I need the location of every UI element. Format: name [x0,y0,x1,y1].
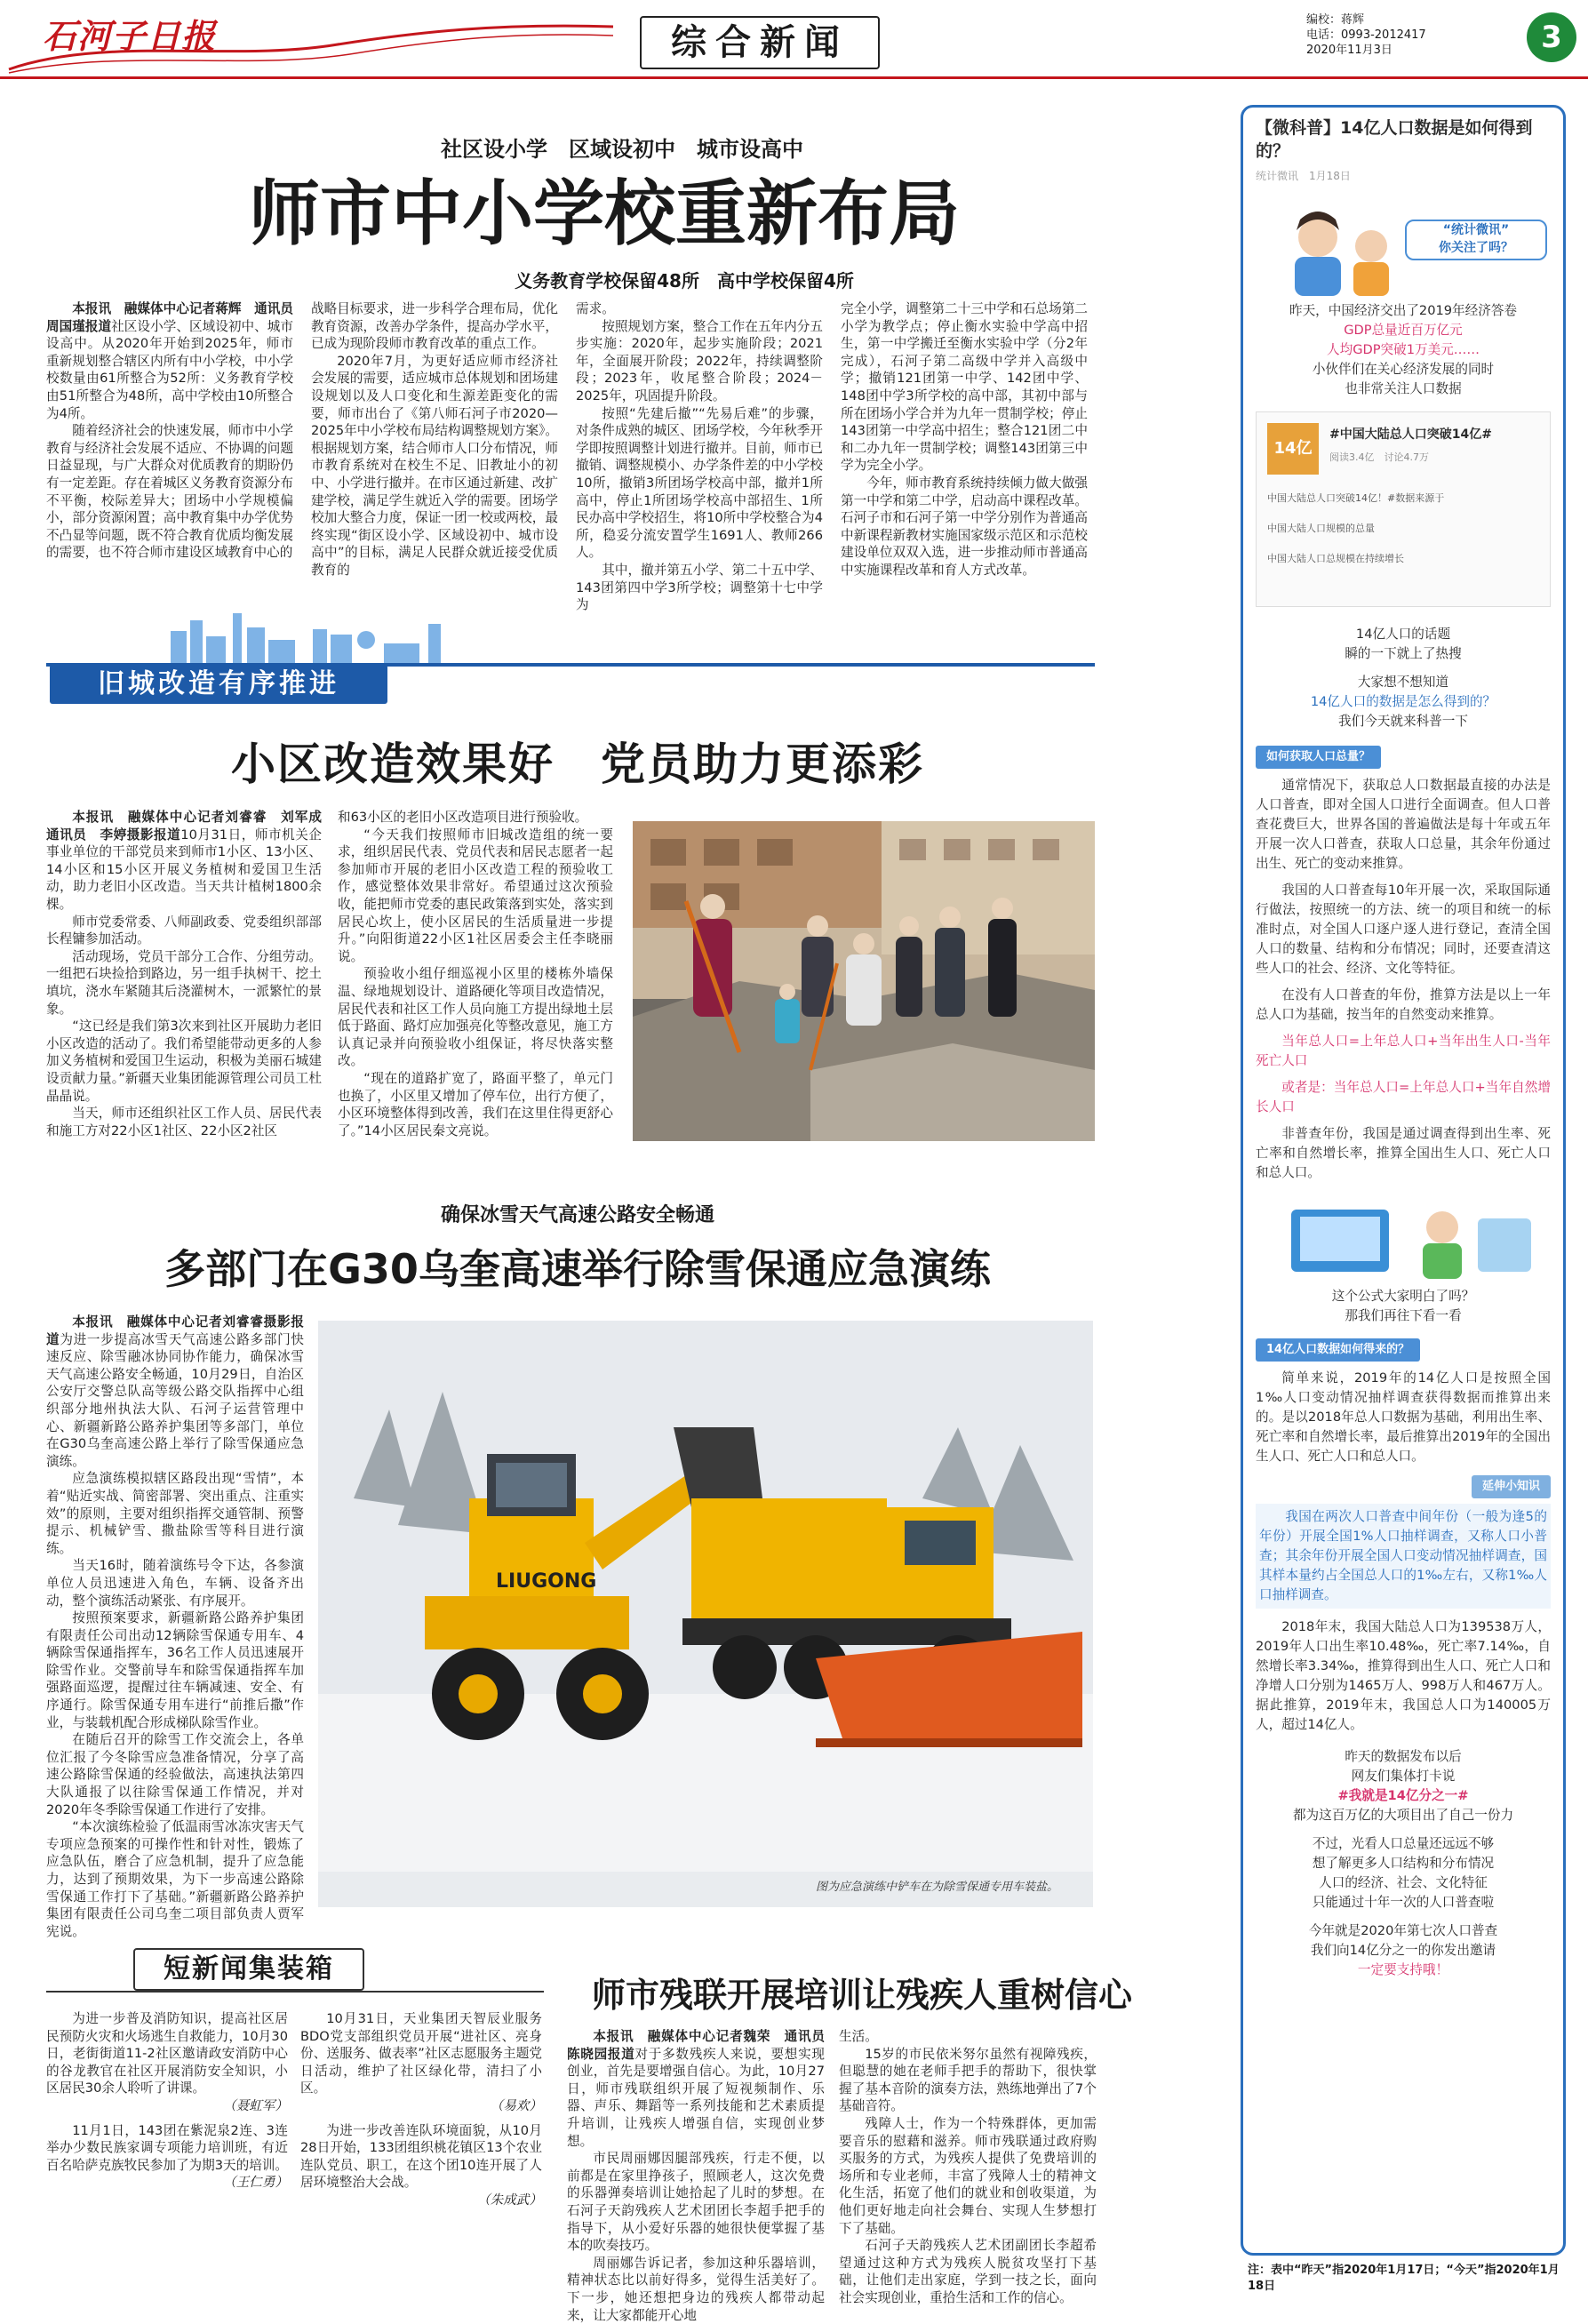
sidebar-paragraph: 非普查年份，我国是通过调查得到出生率、死亡率和自然增长率，推算全国出生人口、死亡人口和总人口。 [1256,1126,1551,1180]
section-title: 综合新闻 [671,22,849,63]
weibo-line: 中国大陆总人口突破14亿！#数据来源于 [1267,492,1445,504]
page-number: 3 [1527,12,1576,62]
gdp-line: 人均GDP突破1万美元…… [1327,342,1480,357]
end-line: 昨天的数据发布以后 [1345,1749,1462,1764]
paragraph: 当天16时，随着演练号令下达，各参演单位人员迅速进入角色，车辆、设备齐出动，整个演练活动紧张、有序展开。 [46,1558,304,1609]
header-tag-1: “统计微讯” [1442,223,1510,237]
paragraph: 周丽娜告诉记者，参加这种乐器培训，精神状态比以前好得多，觉得生活美好了。下一步，她还想把身边的残疾人都带动起来，让大家都能开心地 [567,2255,825,2323]
computer-illustration [1256,1192,1549,1281]
paragraph: 随着经济社会的快速发展，师市中小学教育与经济社会发展不适应、不协调的问题日益显现，与广大群众对优质教育的期盼仍有一定差距。存在着城区义务教育资源分布不平衡，校际差异大；团场中小学规模偏小，部分资源闲置；高中教育集中办学优势不凸显等问题，既不符合教育优质均衡发展的需要，也不符合师市建设区域教育中心的 [46,423,293,561]
paragraph: 需求。 [576,301,615,316]
masthead-rule [0,76,1588,79]
paragraph: 15岁的市民依米努尔虽然有视障残疾，但聪慧的她在老师手把手的帮助下，很快掌握了基本音阶的演奏方法，熟练地弹出了7个基础音符。 [839,2046,1097,2114]
section-label-how: 如何获取人口总量？ [1256,746,1381,769]
newspaper-logo: 石河子日报 [43,16,217,56]
hot-line: 我们今天就来科普一下 [1338,714,1468,729]
gdp-line: 小伙伴们在关心经济发展的同时 [1312,362,1495,377]
section-label-14: 14亿人口数据如何得来的？ [1256,1338,1420,1362]
paragraph: 生活。 [839,2029,878,2044]
byline: 本报讯 融媒体中心记者蒋辉 通讯员周国瑾报道 [46,301,293,334]
article-education-title: 师市中小学校重新布局 [249,172,960,255]
section-banner-old-city [50,665,387,704]
photo-volunteers-cleanup [633,821,1095,1141]
hot-line: 大家想不想知道 [1357,675,1449,690]
article-community-col1 [46,809,335,1218]
paragraph: 当天，师市还组织社区工作人员、居民代表和施工方对22小区1社区、22小区2社区 [46,1106,322,1138]
hot-line: 14亿人口的数据是怎么得到的？ [1310,694,1496,709]
paragraph: 社区设小学、区域设初中、城市设高中。从2020年开始到2025年，师市重新规划整合辖区内所有中小学校，中小学校数量由61所整合为52所：义务教育学校由51所整合为48所，高中学校由10所整合为4所。 [46,318,293,421]
article-community-title: 小区改造效果好 党员助力更添彩 [231,739,924,790]
sidebar-wechat-article [1241,105,1566,2256]
briefs-header: 短新闻集装箱 [164,1953,334,1985]
briefs-col1 [46,2010,288,2277]
masthead [0,0,1588,75]
briefs-col2 [300,2010,542,2277]
phone-label: 电话：0993-2012417 [1306,28,1426,42]
header-info [1306,12,1528,58]
gdp-line: GDP总量近百万亿元 [1344,323,1463,338]
paragraph: “这已经是我们第3次来到社区开展助力老旧小区改造的活动了。我们希望能带动更多的人参加义务植树和爱国卫生运动，积极为美丽石城建设贡献力量。”新疆天业集团能源管理公司员工杜晶晶说。 [46,1018,322,1104]
paragraph: 完全小学，调整第二十三中学和石总场第二小学为教学点；停止衡水实验中学高中招生，第一中学搬迁至衡水实验中学（分2年完成），石河子第二高级中学并入高级中学；撤销121团第一中学、142团中学、148团中学3所学校的高中部，其初中部与所在团场小学合并为九年一贯制学校；停止143团第一中学高中招生；整合121团二中和二办九年一贯制学校；调整143团第三中学为完全小学。 [841,301,1088,474]
byline: 本报讯 融媒体中心记者刘睿睿摄影报道 [46,1314,304,1347]
end-line: 我们向14亿分之一的你发出邀请 [1310,1943,1496,1958]
paragraph: 10月31日，师市机关企事业单位的干部党员来到师市1小区、13小区、14小区和15小区开展义务植树和爱国卫生活动，助力老旧小区改造。当天共计植树1800余棵。 [46,827,322,912]
wechat-header-illustration [1256,193,1551,296]
paragraph: 应急演练模拟辖区路段出现“雪情”，本着“贴近实战、简密部署、突出重点、注重实效”的原则，主要对组织指挥交通管制、预警提示、机械铲雪、撒盐除雪等科目进行演练。 [46,1471,304,1556]
article-education-col4 [841,300,1088,603]
article-disabled-col2 [839,2028,1097,2305]
sidebar-paragraph: 我国的人口普查每10年开展一次，采取国际通行做法，按照统一的方法、统一的项目和统一的标准时点，对全国人口逐户逐人进行登记，查清全国人口的数量、结构和分布情况；同时，还要查清这些人口的社会、经济、文化等特征。 [1256,882,1551,976]
brief-author: （王仁勇） [223,2175,288,2191]
paragraph: 按照规划方案，整合工作在五年内分五步实施：2020年，起步实施阶段；2021年，全面展开阶段；2022年，持续调整阶段；2023年，收尾整合阶段；2024－2025年，巩固提升阶段。 [576,318,823,403]
briefs-underline [46,1991,544,1993]
paragraph: “今天我们按照师市旧城改造组的统一要求，组织居民代表、党员代表和居民志愿者一起参加师市开展的老旧小区改造工程的预验收工作，感觉整体效果非常好。希望通过这次预验收，能把师市党委的惠民政策落到实处，落实到居民心坎上，使小区居民的生活质量进一步提升。”向阳街道22小区1社区居委会主任李晓丽说。 [338,827,613,964]
photo-snow-caption: 图为应急演练中铲车在为除雪保通专用车装盐。 [816,1881,1059,1894]
brief-item: 10月31日，天业集团天智辰业服务BDO党支部组织党员开展“进社区、亮身份、送服务、做表率”社区志愿服务主题党日活动，维护了社区绿化带，清扫了小区。 [300,2011,542,2096]
weibo-line: 中国大陆人口总规模在持续增长 [1267,553,1404,564]
article-snow-title: 多部门在G30乌奎高速举行除雪保通应急演练 [164,1245,991,1293]
byline: 本报讯 融媒体中心记者刘睿睿 刘军成 通讯员 李婷摄影报道 [46,810,335,843]
article-education-kicker: 社区设小学 区域设初中 城市设高中 [441,137,803,162]
article-disabled-title: 师市残联开展培训让残疾人重树信心 [591,1976,1132,2015]
paragraph: 师市党委常委、八师副政委、党委组织部部长程镛参加活动。 [46,914,322,947]
end-line: 一定要支持哦！ [1357,1962,1449,1977]
article-education-col2 [311,300,558,603]
paragraph: “现在的道路扩宽了，路面平整了，单元门也换了，小区里又增加了停车位，出行方便了，小区环境整体得到改善，我们在这里住得更舒心了。”14小区居民秦文亮说。 [338,1070,613,1138]
weibo-tag: #中国大陆总人口突破14亿# [1329,427,1492,442]
gdp-line: 也非常关注人口数据 [1345,381,1462,396]
article-snow-kicker: 确保冰雪天气高速公路安全畅通 [440,1204,714,1226]
formula: 当年总人口=上年总人口+当年出生人口-当年死亡人口 [1256,1034,1551,1068]
paragraph: 战略目标要求，进一步科学合理布局，优化教育资源，改善办学条件，提高办学水平，已成为现阶段师市教育改革的重点工作。 [311,301,558,352]
article-disabled-col1 [567,2028,825,2323]
paragraph: 按照“先建后撤”“先易后难”的步骤，对条件成熟的城区、团场学校，今年秋季开学即按照调整计划进行撤并。目前，师市已撤销、调整规模小、办学条件差的中小学校10所，撤销3所团场学校高中部，撤并1所高中，停止1所团场学校高中部招生、1所民办高中学校招生，将10所中学校整合为4所，稳妥分流安置学生1691人、教师266人。 [576,405,823,561]
masthead-wave-decoration [0,18,622,75]
formula-question: 那我们再往下看一看 [1345,1308,1462,1323]
brief-author: （易欢） [490,2097,542,2113]
paragraph: 2020年7月，为更好适应师市经济社会发展的需要，适应城市总体规划和团场建设规划以及人口变化和生源差距变化的需要，师市出台了《第八师石河子市2020—2025年中小学校布局结构调整规划方案》。根据规划方案，结合师市人口分布情况，师市教育系统对在校生不足、旧教址小的初中、小学进行撤并。在市区通过新建、改扩建学校，满足学生就近入学的需要。团场学校加大整合力度，保证一团一校或两校，最终实现“街区设小学、区域设初中、城市设高中”的目标，满足人民群众就近接受优质教育的 [311,353,558,578]
brief-author: （朱成武） [477,2192,542,2208]
header-tag-box [1405,220,1547,260]
editor-label: 编校：蒋辉 [1306,13,1365,27]
article-community-col2 [338,809,613,1218]
end-line: #我就是14亿分之一# [1337,1788,1469,1803]
brief-item: 为进一步普及消防知识，提高社区居民预防火灾和火场逃生自救能力，10月30日，老街街道11-2社区邀请政安消防中心的谷龙教官在社区开展消防安全知识，小区居民30余人聆听了讲课。 [46,2011,288,2096]
end-line: 不过，光看人口总量还远远不够 [1312,1836,1495,1851]
paragraph: “本次演练检验了低温雨雪冰冻灾害天气专项应急预案的可操作性和针对性，锻炼了应急队伍，磨合了应急机制，提升了应急能力，达到了预期效果，为下一步高速公路除雪保通工作打下了基础。”新疆新路公路养护集团有限责任公司乌奎二项目部负责人贾军宪说。 [46,1819,304,1939]
sidebar-footnote: 注：表中“昨天”指2020年1月17日；“今天”指2020年1月18日 [1248,2264,1560,2293]
section-banner-text: 旧城改造有序推进 [98,668,339,699]
sidebar-paragraph-ext: 我国在两次人口普查中间年份（一般为逢5的年份）开展全国1%人口抽样调查，又称人口小普查；其余年份开展全国人口变动情况抽样调查，国其样本量约占全国总人口的1‰左右，又称1‰人口抽样调查。 [1256,1504,1551,1609]
city-skyline-decoration [46,604,1095,667]
weibo-hot-card [1256,411,1551,607]
paragraph: 在随后召开的除雪工作交流会上，各单位汇报了今冬除雪应急准备情况，分享了高速公路除雪保通的经验做法，高速执法第四大队通报了以往除雪保通工作情况，并对2020年冬季除雪保通工作进行了安排。 [46,1732,304,1817]
paragraph: 按照预案要求，新疆新路公路养护集团有限责任公司出动12辆除雪保通专用车、4辆除雪保通指挥车，36名工作人员迅速展开除雪作业。交警前导车和除雪保通指挥车加强路面巡逻，提醒过往车辆减速、安全、有序通行。除雪保通专用车进行“前推后撒”作业，与装载机配合形成梯队除雪作业。 [46,1610,304,1730]
formula-question: 这个公式大家明白了吗？ [1331,1289,1475,1304]
paragraph: 和63小区的老旧小区改造项目进行预验收。 [338,810,588,825]
article-education-col3 [576,300,823,613]
article-education-subtitle: 义务教育学校保留48所 高中学校保留4所 [515,270,854,291]
end-line: 想了解更多人口结构和分布情况 [1312,1856,1495,1871]
end-line: 今年就是2020年第七次人口普查 [1308,1923,1498,1938]
brief-item: 为进一步改善连队环境面貌，从10月28日开始，133团组织桃花镇区13个农业连队党员、职工，在这个团10连开展了人居环境整治大会战。 [300,2122,542,2191]
paragraph: 对于多数残疾人来说，要想实现创业，首先是要增强自信心。为此，10月27日，师市残联组织开展了短视频制作、乐器、声乐、舞蹈等一系列技能和艺术素质提升培训，让残疾人增强自信，实现创业梦想。 [567,2046,825,2149]
loader-brand: LIUGONG [496,1570,597,1593]
paragraph: 其中，撤并第五小学、第二十五中学、143团第四中学3所学校；调整第十七中学为 [576,562,823,613]
hot-line: 14亿人口的话题 [1355,627,1451,642]
photo-snow-removal [318,1321,1093,1872]
paragraph: 预验收小组仔细巡视小区里的楼栋外墙保温、绿地规划设计、道路硬化等项目改造情况，居民代表和社区工作人员向施工方提出绿地土层低于路面、路灯应加强亮化等整改意见，施工方认真记录并向预验收小组保证，将尽快落实整改。 [338,966,613,1069]
hot-line: 瞬的一下就上了热搜 [1345,646,1462,661]
photo-snow-removal-frame [318,1321,1093,1907]
briefs-header-box [133,1948,364,1991]
brief-item: 11月1日，143团在紫泥泉2连、3连举办少数民族家调专项能力培训班，有近百名哈萨克族牧民参加了为期3天的培训。 [46,2122,288,2173]
paragraph: 今年，师市教育系统持续倾力做大做强第一中学和第二中学，启动高中课程改革。石河子市和石河子第一中学分别作为普通高中新课程新教材实施国家级示范区和示范校建设单位双双入选，进一步推动师市普通高中实施课程改革和育人方式改革。 [841,475,1088,578]
article-snow-text [46,1314,304,1939]
header-tag-2: 你关注了吗？ [1439,241,1513,255]
paragraph: 为进一步提高冰雪天气高速公路多部门快速反应、除雪融冰协同协作能力，确保冰雪天气高速公路安全畅通，10月29日，自治区公安厅交警总队高等级公路交队指挥中心组织部分地州执法大队、石河子运营管理中心、新疆新路公路养护集团等多部门，单位在G30乌奎高速公路上举行了除雪保通应急演练。 [46,1331,304,1469]
section-title-box [640,16,880,69]
paragraph: 残障人士，作为一个特殊群体，更加需要音乐的慰藉和滋养。师市残联通过政府购买服务的方式，为残疾人提供了免费培训的场所和专业老师，丰富了残障人士的精神文化生活，拓宽了他们的就业和创收渠道，为他们更好地走向社会舞台、实现人生梦想打下了基础。 [839,2115,1097,2236]
sidebar-paragraph: 2018年末，我国大陆总人口为139538万人，2019年人口出生率10.48‰，死亡率7.14‰，自然增长率3.34‰，推算得到出生人口、死亡人口和净增人口分别为1465万人、998万人和467万人。据此推算，2019年末，我国总人口为140005万人，超过14亿人。 [1256,1619,1551,1732]
paragraph: 市民周丽娜因腿部残疾，行走不便，以前都是在家里挣孩子，照顾老人，这次免费的乐器弹奏培训让她拾起了儿时的梦想。在石河子天韵残疾人艺术团团长李超手把手的指导下，从小爱好乐器的她很快便掌握了基本的吹奏技巧。 [567,2151,825,2254]
end-line: 网友们集体打卡说 [1351,1769,1456,1784]
weibo-stats: 阅读3.4亿 讨论4.7万 [1329,451,1429,463]
end-line: 只能通过十年一次的人口普查啦 [1312,1895,1495,1910]
end-line: 都为这百万亿的大项目出了自己一份力 [1292,1808,1514,1823]
date-label: 2020年11月3日 [1306,44,1392,57]
sidebar-paragraph: 简单来说，2019年的14亿人口是按照全国1‰人口变动情况抽样调查获得数据而推算出来的。是以2018年总人口数据为基础，利用出生率、死亡率和自然增长率，最后推算出2019年的全国出生人口、死亡人口和总人口。 [1256,1370,1551,1464]
end-line: 人口的经济、社会、文化特征 [1319,1875,1488,1890]
article-education-col1 [46,300,293,603]
weibo-badge: 14亿 [1267,423,1319,475]
wechat-title: 【微科普】14亿人口数据是如何得到的？ [1256,118,1533,161]
byline: 本报讯 融媒体中心记者魏荣 通讯员陈晓园报道 [567,2029,825,2062]
paragraph: 石河子天韵残疾人艺术团副团长李超希望通过这种方式为残疾人脱贫攻坚打下基础，让他们走出家庭，学到一技之长，面向社会实现创业，重拾生活和工作的信心。 [839,2238,1097,2305]
formula: 或者是：当年总人口=上年总人口+当年自然增长人口 [1256,1080,1551,1114]
gdp-line: 昨天，中国经济交出了2019年经济答卷 [1289,303,1518,318]
paragraph: 活动现场，党员干部分工合作、分组劳动。一组把石块捡拾到路边，另一组手执树干、挖土填坑，浇水车紧随其后浇灌树木，一派繁忙的景象。 [46,948,322,1017]
wechat-meta: 统计微讯 1月18日 [1256,170,1351,182]
sidebar-paragraph: 通常情况下，获取总人口数据最直接的办法是人口普查，即对全国人口进行全面调查。但人口普查花费巨大，世界各国的普遍做法是每十年或五年开展一次人口普查，获取人口总量，其余年份通过出生、死亡的变动来推算。 [1256,778,1551,871]
brief-author: （聂虹军） [223,2097,288,2113]
section-label-ext: 延伸小知识 [1472,1475,1551,1498]
weibo-line: 中国大陆人口规模的总量 [1267,523,1375,534]
sidebar-paragraph: 在没有人口普查的年份，推算方法是以上一年总人口为基础，按当年的自然变动来推算。 [1256,987,1551,1022]
